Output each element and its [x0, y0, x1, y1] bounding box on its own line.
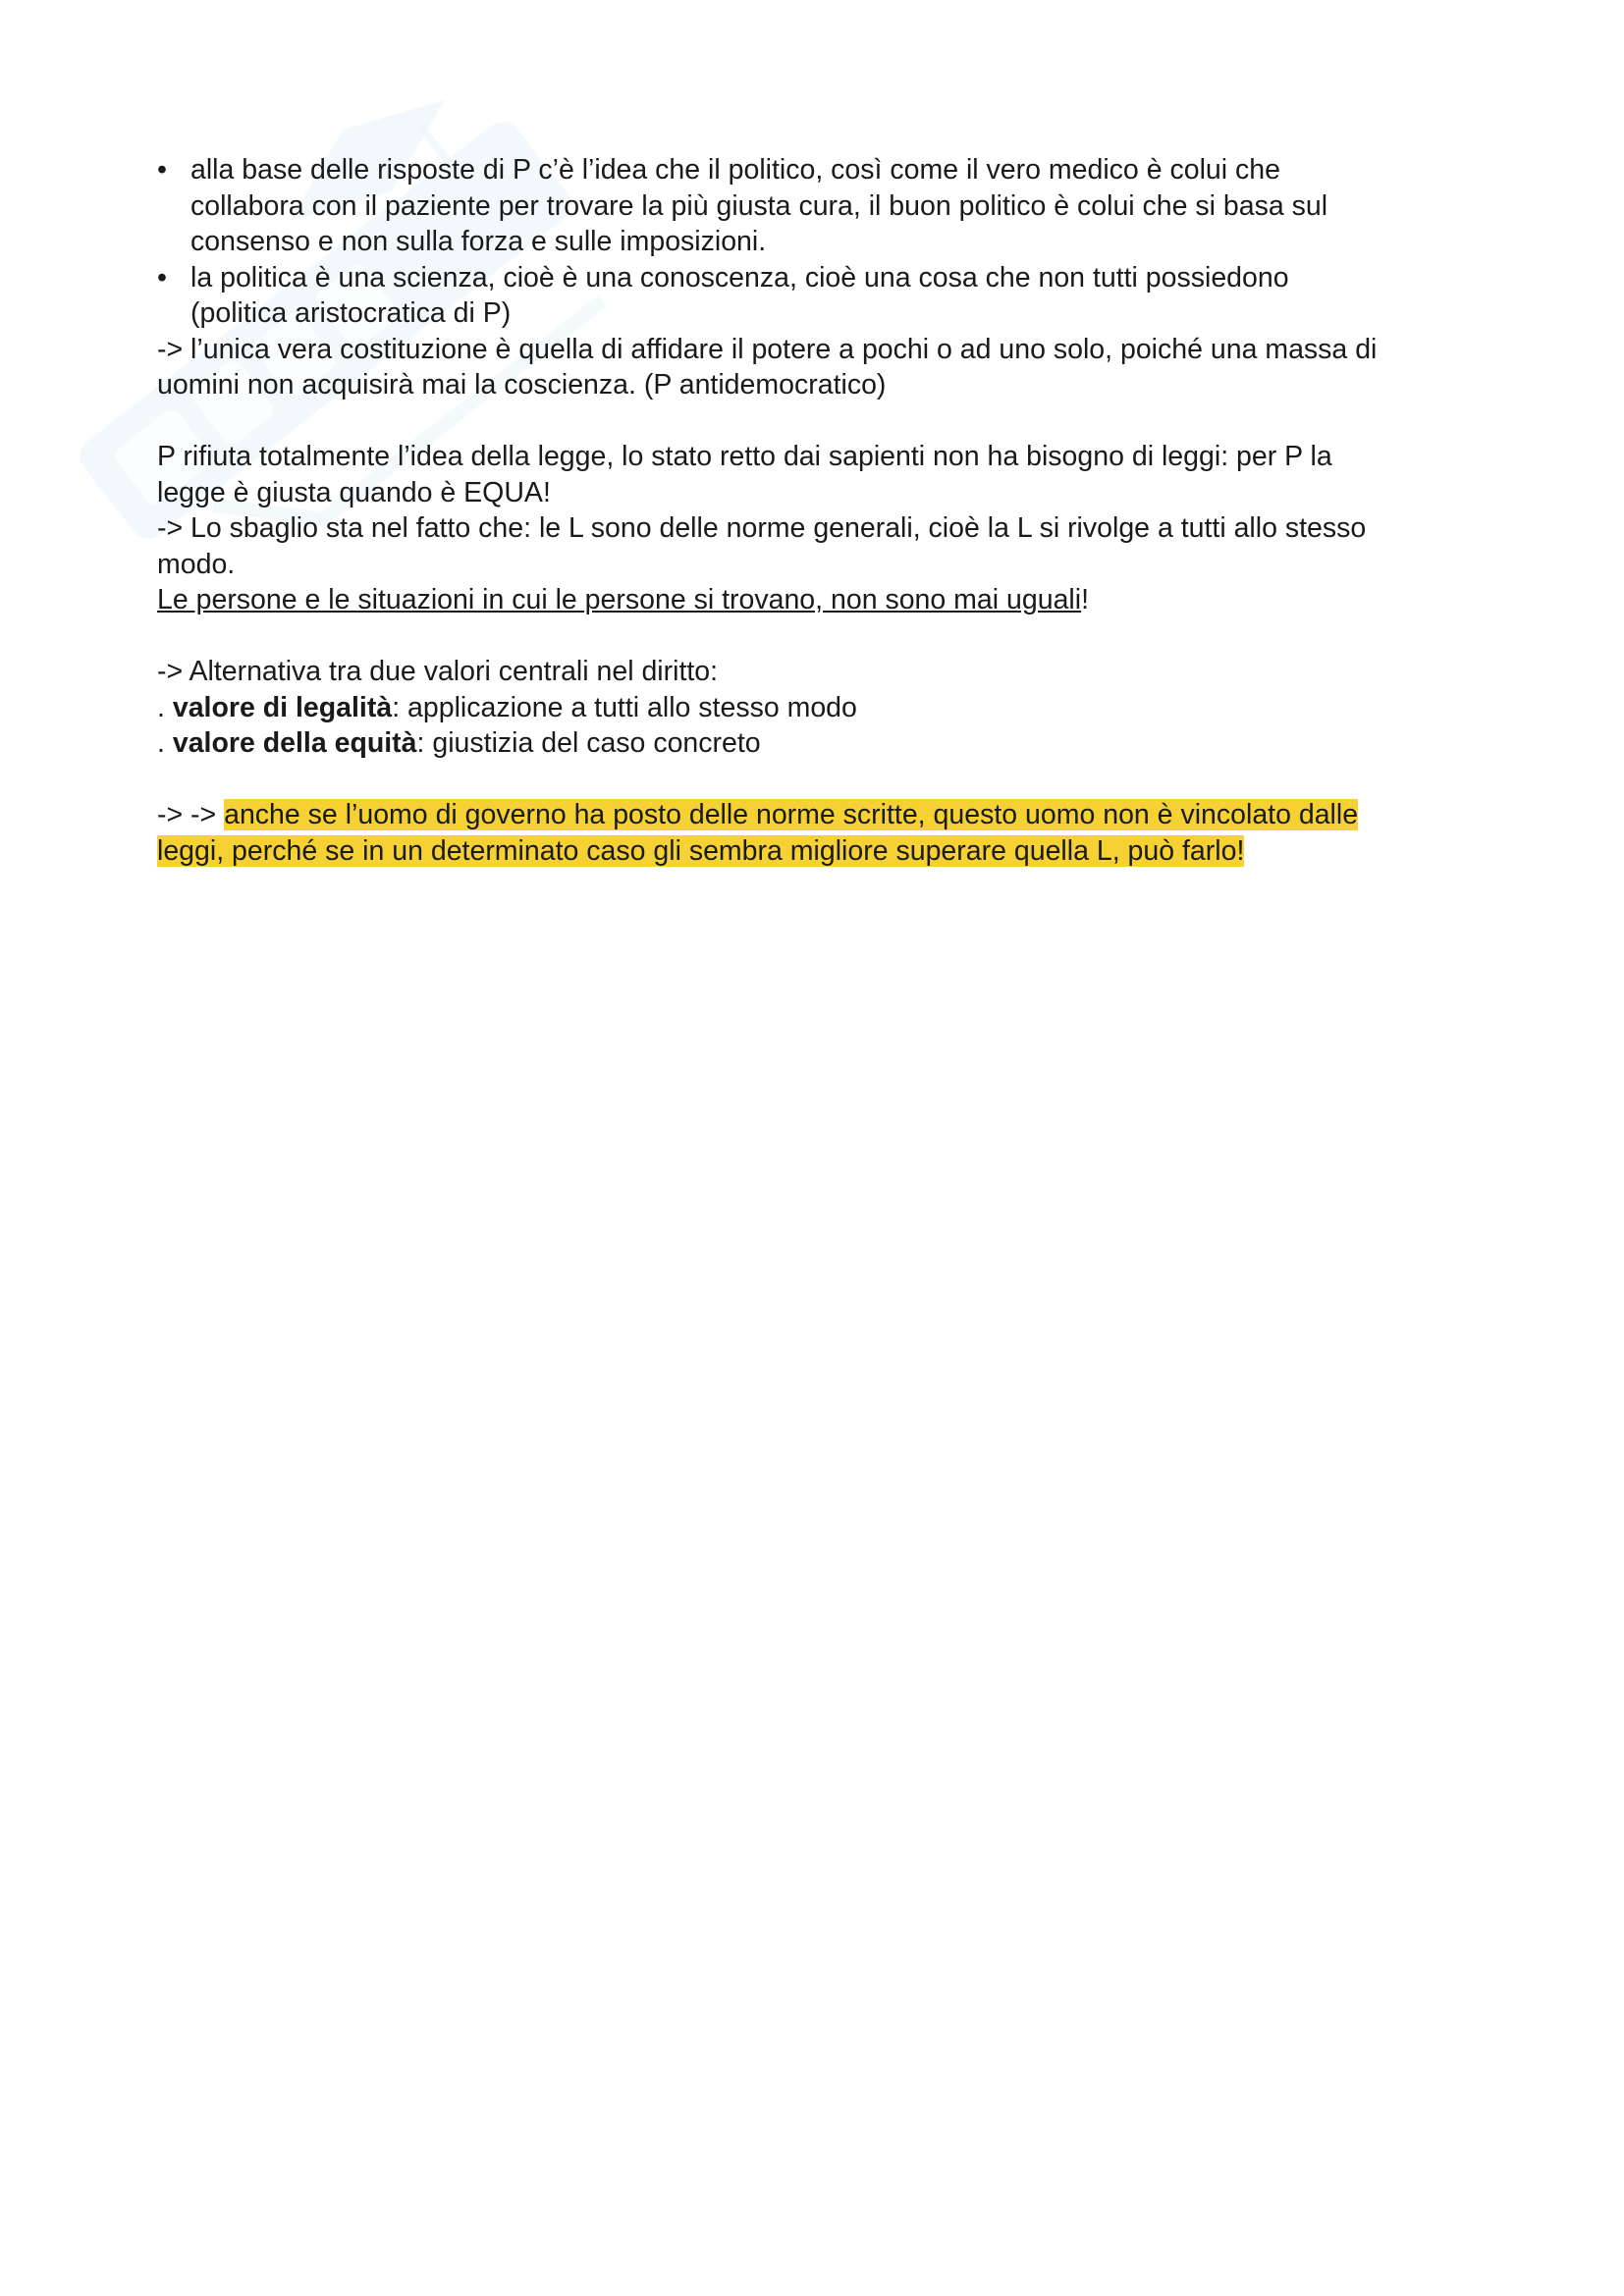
arrow-prefix: -> -> — [157, 799, 225, 830]
paragraph-spacer — [157, 403, 1492, 440]
paragraph-line: uomini non acquisirà mai la coscienza. (P antidemocratico) — [157, 369, 887, 400]
bullet-line: la politica è una scienza, cioè è una conoscenza, cioè una cosa che non tutti possiedono — [190, 261, 1289, 294]
paragraph-line — [157, 582, 1492, 618]
paragraph-line — [157, 833, 1492, 870]
paragraph-line — [157, 797, 1492, 833]
underlined-text: Le persone e le situazioni in cui le persone si trovano, non sono mai uguali — [157, 584, 1082, 615]
bullet-line: consenso e non sulla forza e sulle imposizioni. — [190, 226, 767, 257]
paragraph-spacer — [157, 762, 1492, 798]
paragraph-line: -> l’unica vera costituzione è quella di affidare il potere a pochi o ad uno solo, poiché una massa di — [157, 333, 1378, 365]
value-term: valore della equità — [172, 727, 417, 759]
value-item — [157, 725, 1492, 762]
value-item — [157, 690, 1492, 726]
bullet-dot: • — [157, 261, 167, 294]
paragraph-line: -> Lo sbaglio sta nel fatto che: le L sono delle norme generali, cioè la L si rivolge a tutti allo stesso — [157, 512, 1367, 544]
bullet-line: alla base delle risposte di P c’è l’idea che il politico, così come il vero medico è colui che — [190, 154, 1280, 186]
bullet-item — [157, 260, 1492, 332]
bullet-dot: • — [157, 154, 167, 186]
paragraph-line: -> Alternativa tra due valori centrali nel diritto: — [157, 656, 719, 687]
value-desc: : giustizia del caso concreto — [416, 727, 761, 759]
paragraph-line: legge è giusta quando è EQUA! — [157, 476, 551, 508]
highlighted-text: anche se l’uomo di governo ha posto delle norme scritte, questo uomo non è vincolato dalle — [224, 799, 1359, 830]
highlighted-text: leggi, perché se in un determinato caso gli sembra migliore superare quella L, può farlo! — [157, 834, 1245, 867]
paragraph-line: modo. — [157, 548, 236, 580]
value-term: valore di legalità — [172, 691, 393, 723]
value-prefix: . — [157, 691, 173, 723]
bullet-line: (politica aristocratica di P) — [190, 297, 512, 329]
bullet-line: collabora con il paziente per trovare la più giusta cura, il buon politico è colui che si basa sul — [190, 189, 1328, 222]
document-body — [157, 152, 1492, 869]
value-desc: : applicazione a tutti allo stesso modo — [392, 691, 857, 723]
exclamation-text: ! — [1081, 584, 1090, 615]
bullet-item — [157, 152, 1492, 260]
paragraph-line: P rifiuta totalmente l’idea della legge, lo stato retto dai sapienti non ha bisogno di leggi: per P la — [157, 441, 1332, 472]
value-prefix: . — [157, 727, 173, 759]
paragraph-spacer — [157, 618, 1492, 655]
